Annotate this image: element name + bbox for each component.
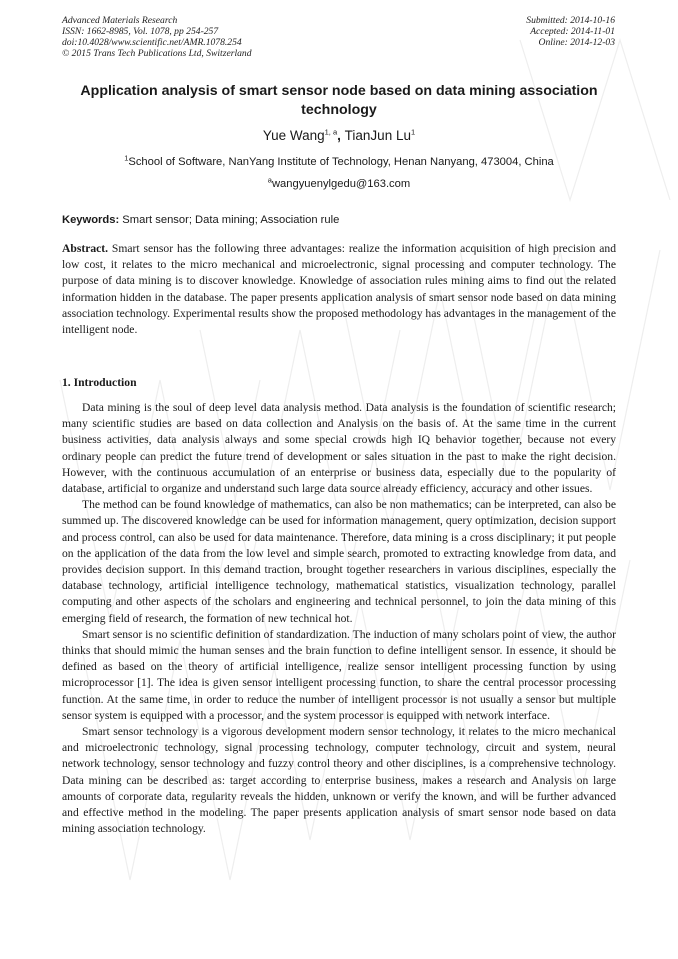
author-name: Yue Wang bbox=[262, 128, 325, 143]
date-accepted: Accepted: 2014-11-01 bbox=[530, 26, 615, 37]
affiliation bbox=[40, 155, 638, 169]
keywords bbox=[62, 213, 616, 227]
author-email[interactable] bbox=[70, 177, 608, 191]
keywords-label: Keywords: bbox=[62, 214, 120, 226]
affiliation-marker: 1 bbox=[124, 153, 129, 163]
email-address[interactable]: wangyuenylgedu@163.com bbox=[271, 178, 411, 190]
author-line bbox=[70, 128, 608, 144]
paragraph: Smart sensor is no scientific definition of standardization. The induction of many scholars point of view, the author thinks that should mimic the human senses and the brain function to define intelligent sensor. In essence, it should be defined as based on the theory of artificial intelligence, realize sensor intelligent processing function by using microprocessor [1]. The idea is given sensor intelligent processing function, to share the central processor processing function. At the same time, in order to reduce the number of intelligent processor is not usually a sensor but multiple sensor system is equipped with a processor, and the system processor is equipped with network interface. bbox=[62, 627, 616, 722]
author-separator: , bbox=[337, 128, 345, 143]
abstract-label: Abstract. bbox=[62, 242, 109, 255]
keywords-text: Smart sensor; Data mining; Association rule bbox=[119, 214, 340, 226]
journal-info-block bbox=[62, 15, 252, 59]
section-heading: 1. Introduction bbox=[62, 376, 137, 389]
journal-issn: ISSN: 1662-8985, Vol. 1078, pp 254-257 bbox=[62, 26, 219, 37]
author-name: TianJun Lu bbox=[344, 128, 411, 143]
author-affiliation-marker: 1, a bbox=[324, 127, 338, 137]
paragraph: Smart sensor technology is a vigorous development modern sensor technology, it relates to the micro mechanical and microelectronic technology, signal processing technology, computer technology, circuit and system, neural network technology, sensor technology and fuzzy control theory and other disciplines, is a comprehensive technology. Data mining can be described as: target according to enterprise business, makes a research and Analysis on large amounts of corporate data, regularity reveals the hidden, unknown or verify the known, and will be further advanced and effective method in the modeling. The paper presents application analysis of smart sensor node based on data mining association technology. bbox=[62, 725, 616, 836]
journal-name: Advanced Materials Research bbox=[62, 15, 178, 26]
paper-title: Application analysis of smart sensor node based on data mining association technology bbox=[80, 83, 598, 118]
journal-doi: doi:10.4028/www.scientific.net/AMR.1078.254 bbox=[62, 37, 242, 48]
abstract-text: Smart sensor has the following three advantages: realize the information acquisition of high precision and low cost, it relates to the micro mechanical and microelectronic, signal processing and computer technology. The purpose of data mining is to discover knowledge. Knowledge of association rules mining aims to find out the related information hidden in the database. The paper presents application analysis of smart sensor node based on data mining association technology. Experimental results show the proposed methodology has advantages in the management of the intelligent node. bbox=[62, 242, 616, 337]
section-body bbox=[62, 400, 616, 837]
paragraph: The method can be found knowledge of mathematics, can also be non mathematics; can be interpreted, can also be summed up. The discovered knowledge can be used for information management, query optimization, decision support and process control, can also be used for data maintenance. Therefore, data mining is a cross disciplinary; it put people on the application of the data from the low level and simple search, promoted to extracting knowledge from data, and provides decision support. In this demand traction, brought together researchers in various disciplines, especially the database technology, artificial intelligence technology, mathematical statistics, visualization technology, parallel computing and other aspects of the scholars and engineering and technical personnel, to join the data mining of this emerging field of research, the formation of new technical hot. bbox=[62, 498, 616, 625]
abstract bbox=[62, 241, 616, 338]
paragraph: Data mining is the soul of deep level data analysis method. Data analysis is the foundation of scientific research; many scientific studies are based on data collection and Analysis on the basis of. At the same time in the current business activities, data analysis always and some special crowds high IQ behavior together, because not every ordinary people can predict the future trend of development or sales situation in the past to make the right decision. However, with the continuous accumulation of an enterprise or business data, especially due to the popularity of database, artificial to organize and understand such large data source already efficiency, accuracy and other issues. bbox=[62, 401, 616, 496]
date-online: Online: 2014-12-03 bbox=[538, 37, 615, 48]
author-affiliation-marker: 1 bbox=[410, 127, 416, 137]
date-submitted: Submitted: 2014-10-16 bbox=[526, 15, 615, 26]
journal-copyright: © 2015 Trans Tech Publications Ltd, Switzerland bbox=[62, 48, 252, 59]
dates-block bbox=[526, 15, 615, 48]
email-marker: a bbox=[267, 175, 272, 185]
affiliation-text: School of Software, NanYang Institute of Technology, Henan Nanyang, 473004, China bbox=[128, 156, 554, 168]
